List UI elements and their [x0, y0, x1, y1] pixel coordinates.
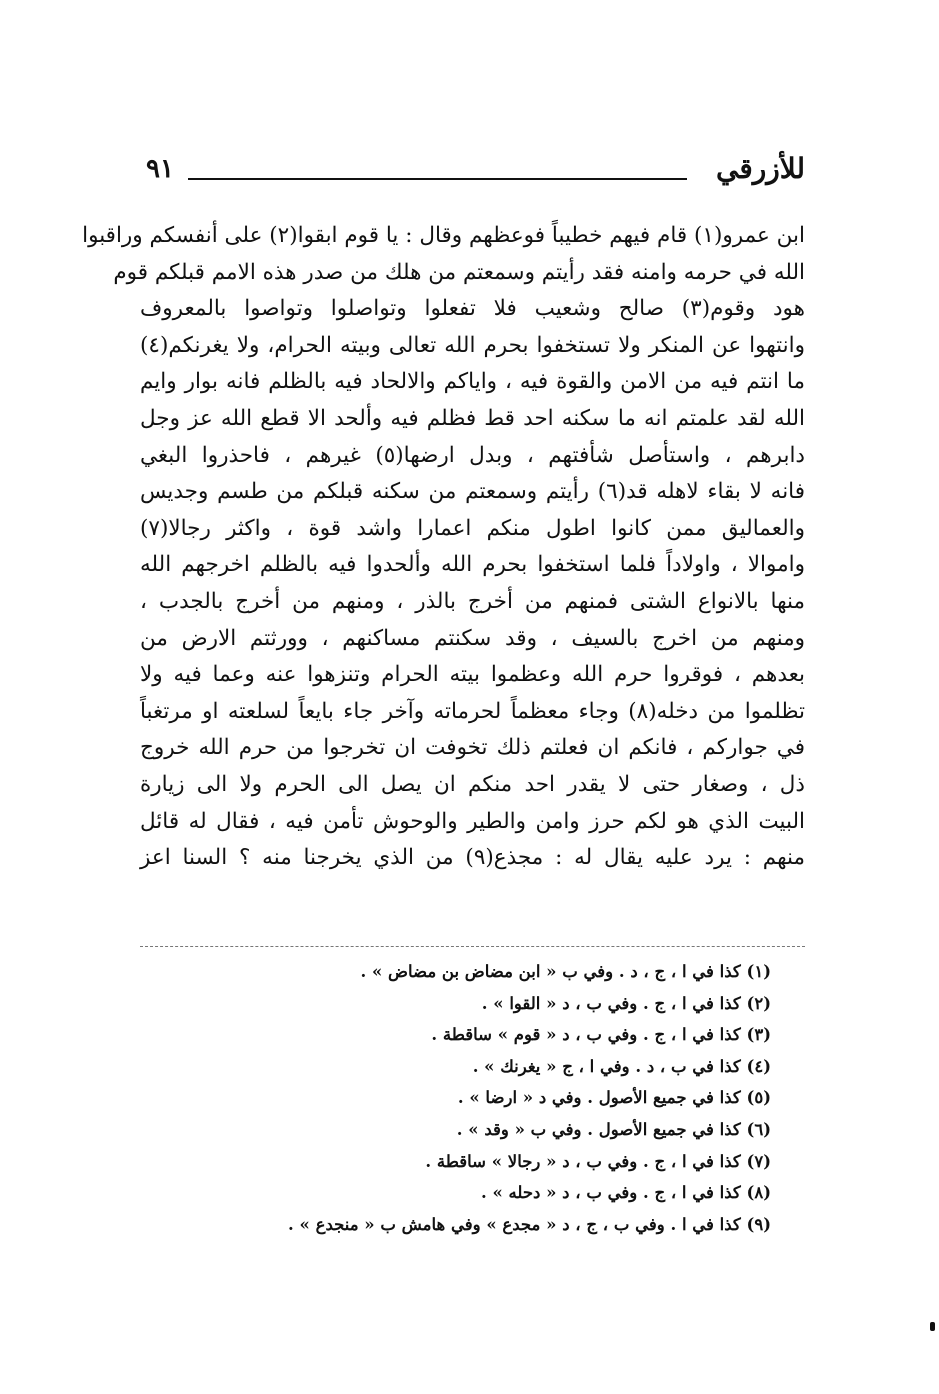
text-line: بعدهم ، فوقروا حرم الله وعظموا بيته الحرام وتنزهوا عنه وعما فيه ولا — [140, 662, 805, 688]
footnotes — [211, 956, 771, 1240]
footnote: (٦) كذا في جميع الأصول . وفي ب « وقد » . — [456, 1119, 771, 1139]
page-number: ٩١ — [146, 154, 174, 184]
text-line: في جواركم ، فانكم ان فعلتم ذلك تخوفت ان تخرجوا من حرم الله خروج — [140, 735, 805, 761]
footnote: (١) كذا في ا ، ج ، د . وفي ب « ابن مضاض بن مضاض » . — [360, 962, 771, 981]
text-line: هود وقوم(٣) صالح وشعيب فلا تفعلوا وتواصلوا وتواصوا بالمعروف — [140, 296, 805, 322]
text-line: ومنهم من اخرج بالسيف ، وقد سكنتم مساكنهم ، وورثتم الارض من — [140, 625, 805, 651]
footnote: (٣) كذا في ا ، ج . وفي ب ، د « قوم » ساقطة . — [431, 1025, 771, 1045]
text-line: ما انتم فيه من الامن والقوة فيه ، واياكم والالحاد فيه بالظلم فانه بوار وايم — [140, 369, 805, 395]
main-text — [82, 218, 806, 877]
scan-edge-mark — [930, 1322, 935, 1331]
text-line: البيت الذي هو لكم حرز وامن والطير والوحوش تأمن فيه ، فقال له قائل — [140, 808, 805, 834]
footnote: (٩) كذا في ا . وفي ب ، ج ، د « مجدع » وفي هامش ب « منجدع » . — [288, 1214, 771, 1234]
running-title: للأزرقي — [715, 152, 805, 185]
text-line: والعماليق ممن كانوا اطول منكم اعمارا واشد قوة ، واكثر رجالا(٧) — [140, 515, 805, 541]
text-line: دابرهم ، واستأصل شأفتهم ، وبدل ارضها(٥) غيرهم ، فاحذروا البغي — [140, 442, 806, 468]
text-line: منها بالانواع الشتى فمنهم من أخرج بالذر ، ومنهم من أخرج بالجدب ، — [140, 588, 805, 614]
text-line: الله لقد علمتم انه ما سكنه احد قط فظلم فيه وألحد الا قطع الله عز وجل — [140, 405, 805, 431]
footnote: (٥) كذا في جميع الأصول . وفي د « ارضا » . — [457, 1088, 771, 1108]
footnote-separator — [140, 946, 805, 947]
text-line: منهم : يرد عليه يقال له : مجذع(٩) من الذي يخرجنا منه ؟ السنا اعز — [140, 845, 805, 871]
text-line: تظلموا من دخله(٨) وجاء معظماً لحرماته وآخر جاء بايعاً لسلعته او مرتغباً — [140, 698, 805, 724]
footnote: (٢) كذا في ا ، ج . وفي ب ، د « القوا » . — [481, 993, 771, 1013]
text-line: الله في حرمه وامنه فقد رأيتم وسمعتم من هلك من صدر هذه الامم قبلكم قوم — [113, 259, 805, 285]
text-line: واموالا ، واولاداً فلما استخفوا بحرم الله وألحدوا فيه بالظلم اخرجهم الله — [140, 552, 805, 578]
text-line: ابن عمرو(١) قام فيهم خطيباً فوعظهم وقال : يا قوم ابقوا(٢) على أنفسكم وراقبوا — [82, 223, 805, 248]
footnote: (٨) كذا في ا ، ج . وفي ب ، د « دحله » . — [480, 1183, 771, 1203]
footnote: (٧) كذا في ا ، ج . وفي ب ، د « رجالا » ساقطة . — [425, 1151, 771, 1171]
header-rule — [188, 178, 687, 180]
text-line: وانتهوا عن المنكر ولا تستخفوا بحرم الله تعالى وبيته الحرام، ولا يغرنكم(٤) — [140, 332, 805, 358]
text-line: ذل ، وصغار حتى لا يقدر احد منكم ان يصل الى الحرم ولا الى زيارة — [140, 771, 805, 797]
text-line: فانه لا بقاء لاهله قد(٦) رأيتم وسمعتم من سكنه قبلكم من طسم وجديس — [140, 479, 806, 505]
page-header — [140, 150, 805, 200]
footnote: (٤) كذا في ب ، د . وفي ا ، ج « يغرنك » . — [472, 1056, 771, 1076]
